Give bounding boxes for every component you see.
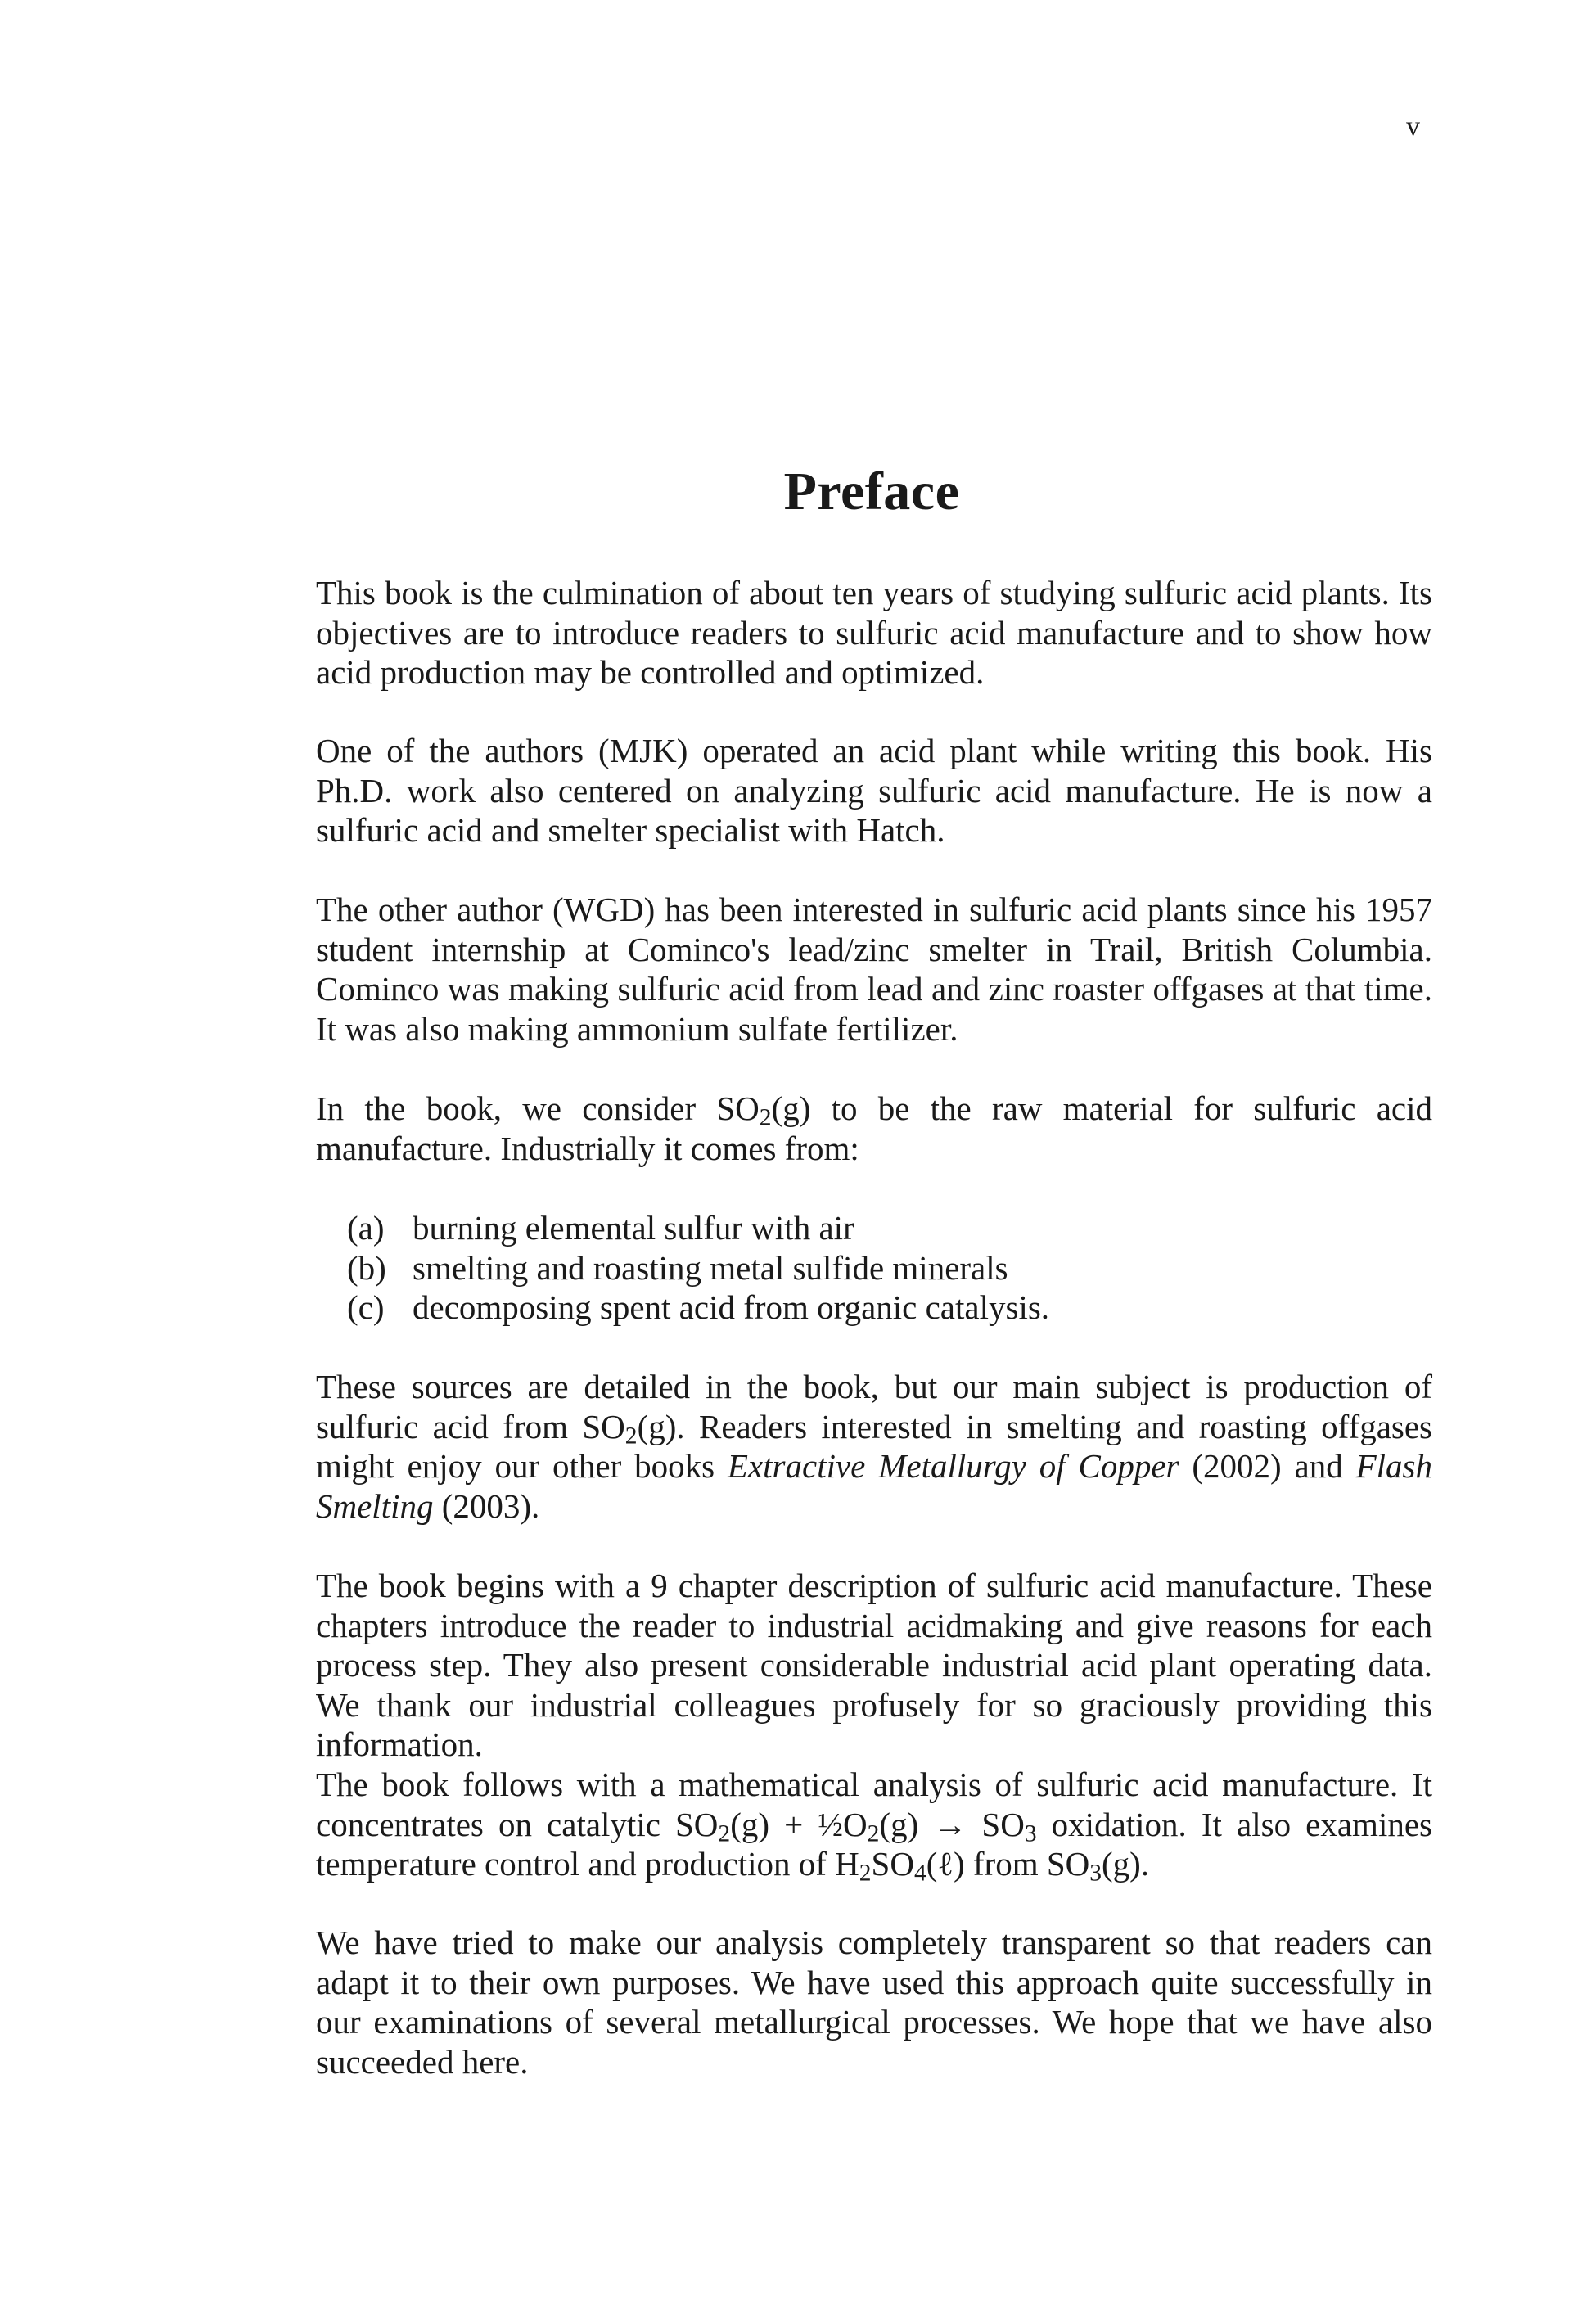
text-segment: (g) → SO (879, 1805, 1025, 1843)
paragraph-mathematical-analysis (316, 1765, 1432, 1887)
subscript: 2 (624, 1422, 638, 1449)
text-segment: (g). Readers interested in smelting and roasting offgases might enjoy our other books (316, 1407, 1433, 1485)
text-segment: (ℓ) from SO (926, 1845, 1090, 1883)
paragraph-chapters: The book begins with a 9 chapter description of sulfuric acid manufacture. These chapters introduce the reader to industrial acidmaking and give reasons for each process step. They also present considerable industrial acid plant operating data. We thank our industrial colleagues profusely for so graciously providing this information. (316, 1567, 1432, 1763)
list-marker: (a) (347, 1209, 385, 1247)
list-item (347, 1288, 1049, 1328)
paragraph-transparent-analysis: We have tried to make our analysis completely transparent so that readers can adapt it to their own purposes. We have used this approach quite successfully in our examinations of several metallurgical processes. We hope that we have also succeeded here. (316, 1923, 1432, 2081)
subscript: 2 (759, 1104, 772, 1131)
text-segment: oxidation. It also examines temperature control and production of H (316, 1805, 1432, 1883)
text-segment: (g). (1102, 1845, 1150, 1883)
subscript: 4 (913, 1860, 926, 1887)
text-segment: In the book, we consider SO (316, 1089, 760, 1127)
subscript: 2 (859, 1860, 872, 1887)
book-title-flash-smelting: Flash Smelting (316, 1447, 1432, 1525)
subscript: 2 (718, 1820, 731, 1847)
list-item-text: smelting and roasting metal sulfide minerals (413, 1248, 1008, 1287)
subscript: 3 (1089, 1860, 1102, 1887)
list-marker: (c) (347, 1288, 385, 1326)
text-segment: (2002) and (1179, 1447, 1356, 1485)
list-item-text: burning elemental sulfur with air (413, 1209, 854, 1247)
paragraph-raw-material (316, 1089, 1432, 1168)
list-item-text: decomposing spent acid from organic catalysis. (413, 1288, 1050, 1326)
book-title-copper: Extractive Metallurgy of Copper (727, 1447, 1179, 1485)
text-segment: These sources are detailed in the book, but our main subject is production of sulfuric acid from SO (316, 1368, 1432, 1445)
paragraph-sources-detail (316, 1367, 1432, 1526)
paragraph-author-wgd: The other author (WGD) has been interested in sulfuric acid plants since his 1957 student internship at Cominco's lead/zinc smelter in Trail, British Columbia. Cominco was making sulfuric acid from lead and zinc roaster offgases at that time. It was also making ammonium sulfate fertilizer. (316, 891, 1432, 1048)
list-marker: (b) (347, 1248, 386, 1287)
text-segment: (2003). (433, 1486, 540, 1525)
paragraph-culmination: This book is the culmination of about ten years of studying sulfuric acid plants. Its objectives are to introduce readers to sulfuric acid manufacture and to show how acid production may be controlled and optimized. (316, 574, 1432, 691)
page-title: Preface (783, 462, 960, 521)
text-segment: The book follows with a mathematical analysis of sulfuric acid manufacture. It concentrates on catalytic SO (316, 1766, 1432, 1843)
list-item (347, 1208, 1049, 1248)
subscript: 2 (867, 1820, 880, 1847)
list-item (347, 1248, 1049, 1288)
text-segment: (g) to be the raw material for sulfuric acid manufacture. Industrially it comes from: (316, 1089, 1433, 1167)
page-number: v (1406, 111, 1420, 142)
subscript: 3 (1024, 1820, 1037, 1847)
paragraph-author-mjk: One of the authors (MJK) operated an acid plant while writing this book. His Ph.D. work also centered on analyzing sulfuric acid manufacture. He is now a sulfuric acid and smelter specialist with Hatch. (316, 732, 1432, 849)
text-segment: SO (871, 1845, 914, 1883)
sources-list (347, 1208, 1049, 1328)
text-segment: (g) + ½O (730, 1805, 868, 1843)
